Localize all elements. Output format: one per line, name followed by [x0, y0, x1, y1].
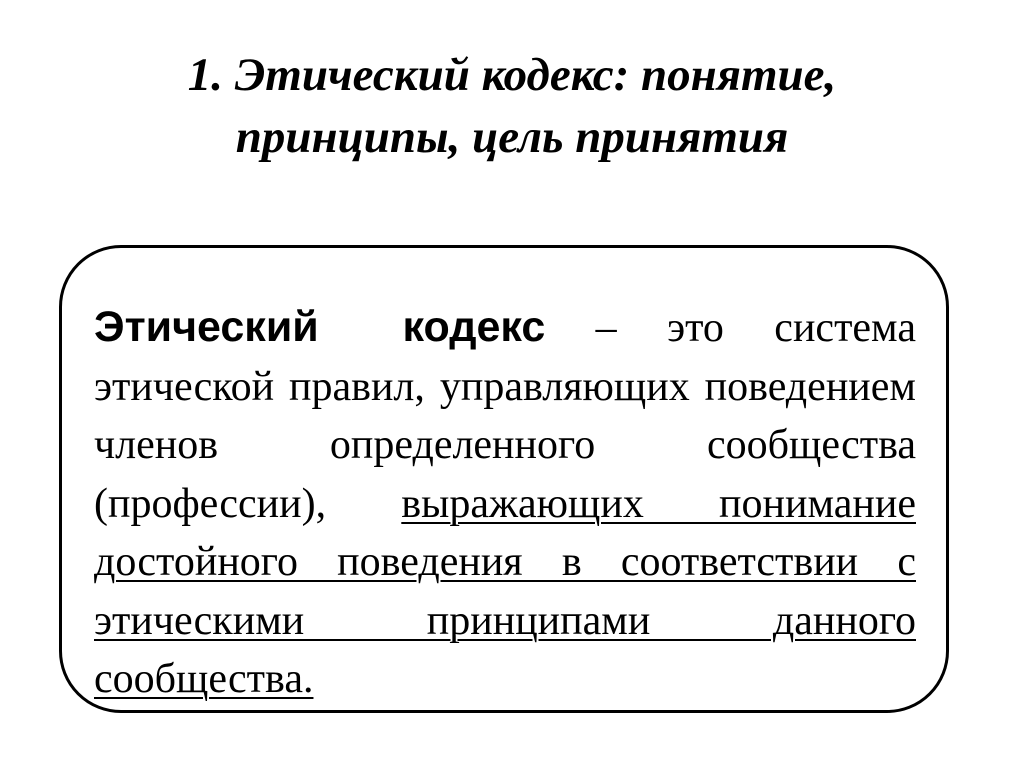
slide-title — [60, 44, 964, 168]
definition-box — [59, 245, 949, 713]
slide-title-line-1: 1. Этический кодекс: понятие, — [187, 49, 837, 101]
definition-term: Этический кодекс — [94, 303, 546, 351]
definition-underlined-text: выражающих понимание достойного поведения в соответствии с этическими принципами данного сообщества. — [94, 480, 916, 702]
definition-body: – это система этической правил, управляющих поведением членов определенного сообщества (профессии), — [94, 305, 916, 527]
slide-title-line-2: принципы, цель принятия — [235, 111, 789, 163]
definition-paragraph — [94, 298, 916, 709]
